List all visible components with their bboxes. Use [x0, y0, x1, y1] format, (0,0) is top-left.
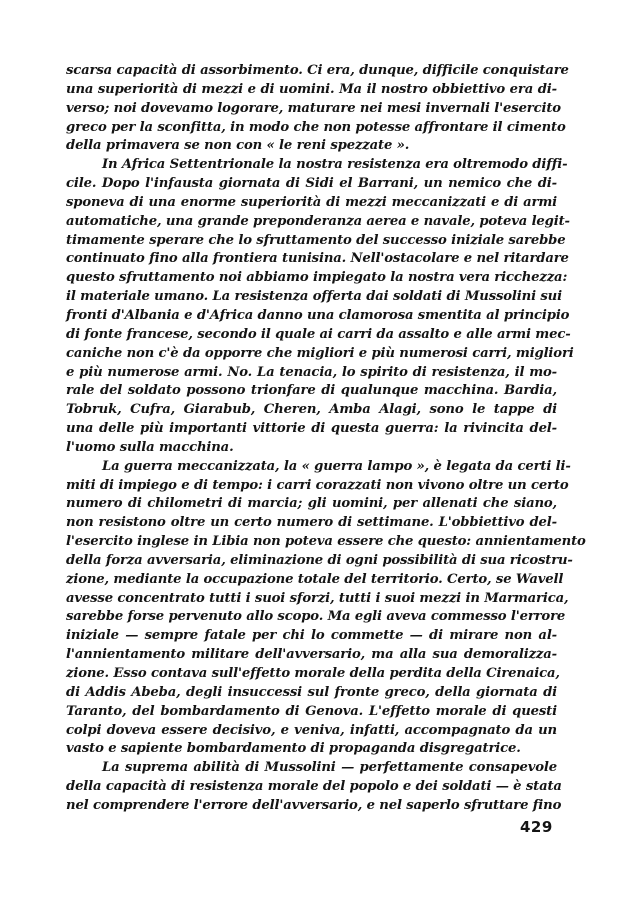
- text-line: della forza avversaria, eliminazione di ogni possibilità di sua ricostru-: [66, 552, 573, 568]
- text-line: nel comprendere l'errore dell'avversario, e nel saperlo sfruttare fino: [66, 797, 562, 813]
- text-line: cile. Dopo l'infausta giornata di Sidi el Barrani, un nemico che di-: [66, 176, 557, 192]
- text-line: Tobruk, Cufra, Giarabub, Cheren, Amba Alagi, sono le tappe di: [66, 402, 557, 418]
- text-line: miti di impiego e di tempo: i carri corazzati non vivono oltre un certo: [66, 477, 569, 493]
- text-line: una superiorità di mezzi e di uomini. Ma il nostro obbiettivo era di-: [66, 81, 557, 97]
- text-line: zione. Esso contava sull'effetto morale della perdita della Cirenaica,: [66, 666, 560, 681]
- text-line: vasto e sapiente bombardamento di propaganda disgregatrice.: [66, 741, 521, 757]
- text-line: La guerra meccanizzata, la « guerra lampo », è legata da certi li-: [102, 458, 571, 474]
- text-line: il materiale umano. La resistenza offerta dai soldati di Mussolini sui: [66, 289, 562, 305]
- text-line: e più numerose armi. No. La tenacia, lo spirito di resistenza, il mo-: [66, 364, 557, 380]
- text-line: sponeva di una enorme superiorità di mezzi meccanizzati e di armi: [66, 194, 557, 210]
- text-line: una delle più importanti vittorie di questa guerra: la rivincita del-: [66, 421, 557, 437]
- text-line: rale del soldato possono trionfare di qualunque macchina. Bardia,: [66, 383, 557, 399]
- text-line: di fonte francese, secondo il quale ai carri da assalto e alle armi mec-: [66, 326, 571, 342]
- page-number: 429: [520, 818, 553, 836]
- body-text: [66, 62, 586, 816]
- text-line: di Addis Abeba, degli insuccessi sul fronte greco, della giornata di: [66, 684, 557, 700]
- text-line: automatiche, una grande preponderanza aerea e navale, poteva legit-: [66, 213, 570, 229]
- text-line: numero di chilometri di marcia; gli uomini, per allenati che siano,: [66, 496, 557, 512]
- text-line: della capacità di resistenza morale del popolo e dei soldati — è stata: [66, 779, 562, 795]
- text-line: sarebbe forse pervenuto allo scopo. Ma egli aveva commesso l'errore: [66, 609, 566, 625]
- text-line: zione, mediante la occupazione totale del territorio. Certo, se Wavell: [66, 571, 564, 587]
- text-line: colpi doveva essere decisivo, e veniva, infatti, accompagnato da un: [66, 722, 557, 738]
- text-line: caniche non c'è da opporre che migliori e più numerosi carri, migliori: [66, 345, 574, 361]
- text-line: In Africa Settentrionale la nostra resistenza era oltremodo diffi-: [102, 157, 568, 173]
- text-line: timamente sperare che lo sfruttamento del successo iniziale sarebbe: [66, 232, 566, 248]
- text-line: non resistono oltre un certo numero di settimane. L'obbiettivo del-: [66, 515, 557, 531]
- text-line: continuato fino alla frontiera tunisina. Nell'ostacolare e nel ritardare: [66, 251, 569, 267]
- text-line: verso; noi dovevamo logorare, maturare nei mesi invernali l'esercito: [66, 100, 561, 116]
- text-line: fronti d'Albania e d'Africa danno una clamorosa smentita al principio: [66, 307, 570, 323]
- text-line: della primavera se non con « le reni spezzate ».: [66, 138, 410, 154]
- text-line: l'annientamento militare dell'avversario, ma alla sua demoralizza-: [66, 647, 557, 663]
- text-line: Taranto, del bombardamento di Genova. L'effetto morale di questi: [66, 703, 557, 719]
- text-line: l'esercito inglese in Libia non poteva essere che questo: annientamento: [66, 534, 586, 550]
- text-line: l'uomo sulla macchina.: [66, 439, 234, 455]
- text-line: iniziale — sempre fatale per chi lo commette — di mirare non al-: [66, 628, 557, 644]
- text-line: questo sfruttamento noi abbiamo impiegato la nostra vera ricchezza:: [66, 270, 568, 286]
- text-line: La suprema abilità di Mussolini — perfettamente consapevole: [102, 760, 557, 776]
- text-line: greco per la sconfitta, in modo che non potesse affrontare il cimento: [66, 119, 566, 135]
- text-line: scarsa capacità di assorbimento. Ci era, dunque, difficile conquistare: [66, 63, 569, 78]
- text-line: avesse concentrato tutti i suoi sforzi, tutti i suoi mezzi in Marmarica,: [66, 590, 569, 606]
